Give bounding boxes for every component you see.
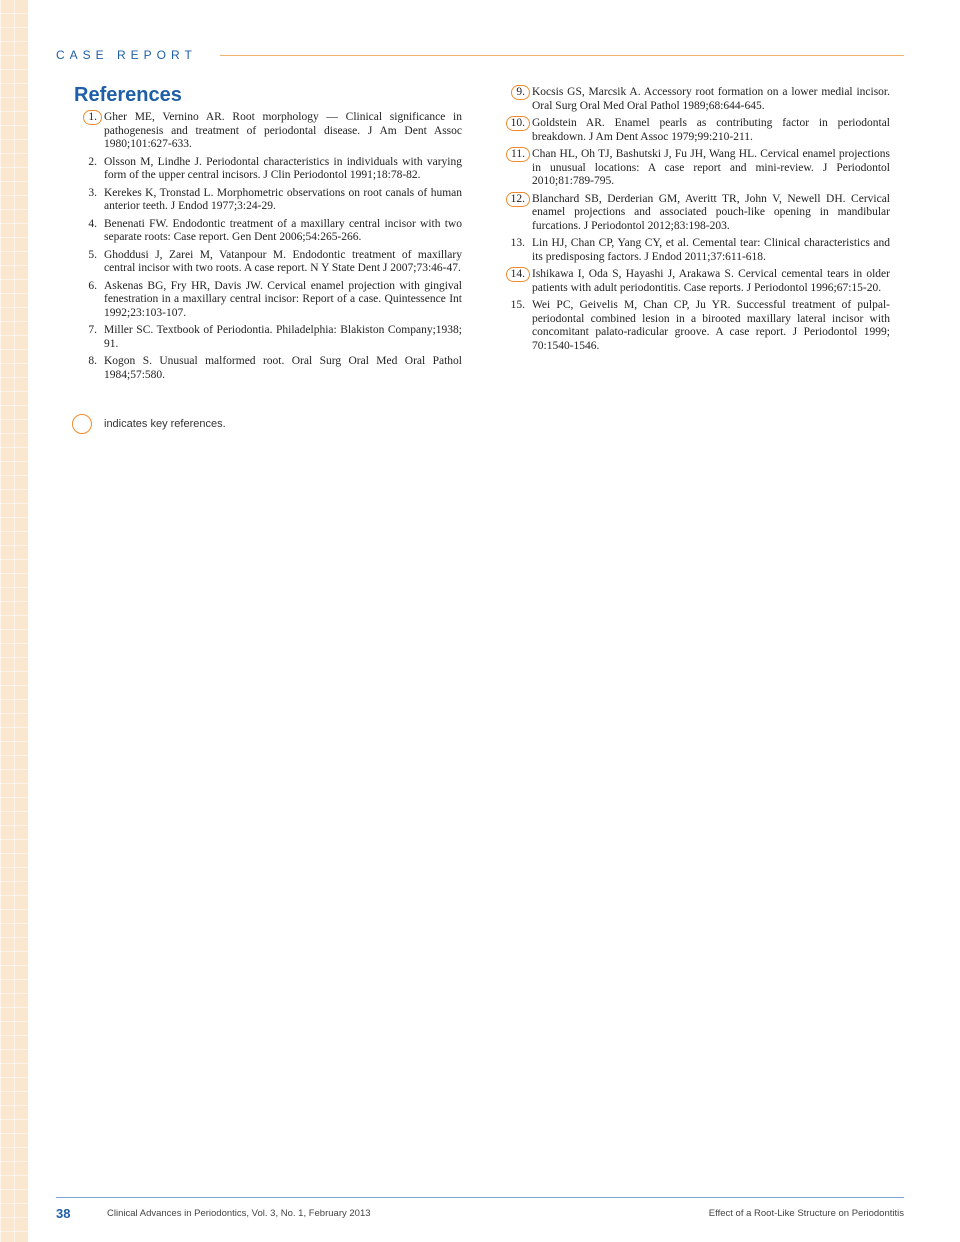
reference-number (502, 237, 530, 251)
reference-text: Wei PC, Geivelis M, Chan CP, Ju YR. Successful treatment of pulpal-periodontal combined lesion in a birooted maxillary lateral incisor with concomitant palato-radicular groove. A case report. J Periodontol 1999; 70:1540-1546. (532, 299, 890, 352)
reference-text: Miller SC. Textbook of Periodontia. Philadelphia: Blakiston Company;1938; 91. (104, 324, 462, 350)
reference-number-text: 13. (510, 237, 525, 249)
reference-number (74, 355, 102, 369)
reference-number-text: 15. (510, 299, 525, 311)
key-reference-number (502, 86, 530, 100)
decorative-side-strip (0, 0, 28, 1242)
key-reference-legend (72, 414, 226, 434)
reference-item (502, 299, 890, 353)
reference-item (74, 218, 462, 245)
reference-number-text: 4. (88, 217, 97, 230)
page-number: 38 (56, 1206, 71, 1221)
reference-item (74, 355, 462, 382)
key-reference-circle-icon (72, 414, 92, 434)
reference-number-text: 8. (88, 355, 97, 367)
reference-item (502, 268, 890, 295)
reference-number-text: 14. (506, 267, 530, 282)
reference-number-text: 5. (88, 248, 97, 261)
reference-text: Blanchard SB, Derderian GM, Averitt TR, John V, Newell DH. Cervical enamel projections and associated pouch-like opening in mandibular furcations. J Periodontol 2012;83:198-203. (532, 192, 890, 232)
reference-item (74, 249, 462, 276)
reference-number-text: 11. (506, 147, 530, 162)
footer-rule (56, 1197, 904, 1198)
reference-text: Olsson M, Lindhe J. Periodontal characteristics in individuals with varying form of the upper central incisors. J Clin Periodontol 1991;18:78-82. (104, 155, 462, 181)
reference-text: Kerekes K, Tronstad L. Morphometric observations on root canals of human anterior teeth. J Endod 1977;3:24-29. (104, 186, 462, 212)
article-title: Effect of a Root-Like Structure on Periodontitis (708, 1208, 904, 1219)
reference-text: Kogon S. Unusual malformed root. Oral Surg Oral Med Oral Pathol 1984;57:580. (104, 355, 462, 381)
reference-item (74, 280, 462, 321)
key-reference-number (502, 193, 530, 207)
reference-text: Gher ME, Vernino AR. Root morphology — Clinical significance in pathogenesis and treatment of periodontal disease. J Am Dent Assoc 1980;101:627-633. (104, 111, 462, 150)
key-reference-number (502, 268, 530, 282)
journal-info: Clinical Advances in Periodontics, Vol. 3, No. 1, February 2013 (107, 1208, 371, 1219)
reference-item (74, 111, 462, 152)
reference-item (74, 156, 462, 183)
reference-item (502, 86, 890, 113)
reference-number (74, 249, 102, 263)
reference-number-text: 6. (88, 279, 97, 292)
reference-number (74, 156, 102, 170)
reference-item (502, 237, 890, 264)
reference-number-text: 12. (506, 192, 530, 207)
reference-item (502, 117, 890, 144)
section-label: CASE REPORT (56, 48, 197, 62)
reference-number-text: 7. (88, 324, 97, 336)
reference-text: Goldstein AR. Enamel pearls as contributing factor in periodontal breakdown. J Am Dent Assoc 1979;99:210-211. (532, 117, 890, 143)
reference-number-text: 2. (88, 155, 97, 168)
reference-number (74, 187, 102, 201)
reference-text: Lin HJ, Chan CP, Yang CY, et al. Cemental tear: Clinical characteristics and its predisposing factors. J Endod 2011;37:611-618. (532, 237, 890, 263)
reference-list-right (502, 86, 890, 357)
reference-text: Chan HL, Oh TJ, Bashutski J, Fu JH, Wang HL. Cervical enamel projections in unusual locations: A case report and mini-review. J Periodontol 2010;81:789-795. (532, 148, 890, 187)
reference-text: Benenati FW. Endodontic treatment of a maxillary central incisor with two separate roots: Case report. Gen Dent 2006;54:265-266. (104, 217, 462, 243)
reference-number (74, 280, 102, 294)
header-rule (220, 55, 904, 56)
reference-number (74, 324, 102, 338)
reference-number (74, 218, 102, 232)
reference-number-text: 1. (83, 110, 102, 125)
reference-number (502, 299, 530, 313)
references-heading: References (74, 84, 182, 106)
reference-text: Ishikawa I, Oda S, Hayashi J, Arakawa S. Cervical cemental tears in older patients with adult periodontitis. Case reports. J Periodontol 1996;67:15-20. (532, 268, 890, 294)
legend-text: indicates key references. (104, 418, 226, 430)
reference-item (502, 148, 890, 189)
reference-item (74, 187, 462, 214)
reference-item (74, 324, 462, 351)
reference-number-text: 3. (88, 186, 97, 199)
reference-text: Ghoddusi J, Zarei M, Vatanpour M. Endodontic treatment of maxillary central incisor with two roots. A case report. N Y State Dent J 2007;73:46-47. (104, 248, 462, 274)
key-reference-number (502, 117, 530, 131)
key-reference-number (74, 111, 102, 125)
reference-number-text: 10. (506, 116, 530, 131)
reference-text: Askenas BG, Fry HR, Davis JW. Cervical enamel projection with gingival fenestration in a maxillary central incisor: Report of a case. Quintessence Int 1992;23:103-107. (104, 279, 462, 319)
reference-list-left (74, 111, 462, 386)
reference-number-text: 9. (511, 85, 530, 100)
reference-text: Kocsis GS, Marcsik A. Accessory root formation on a lower medial incisor. Oral Surg Oral Med Oral Pathol 1989;68:644-645. (532, 86, 890, 112)
key-reference-number (502, 148, 530, 162)
reference-item (502, 193, 890, 234)
